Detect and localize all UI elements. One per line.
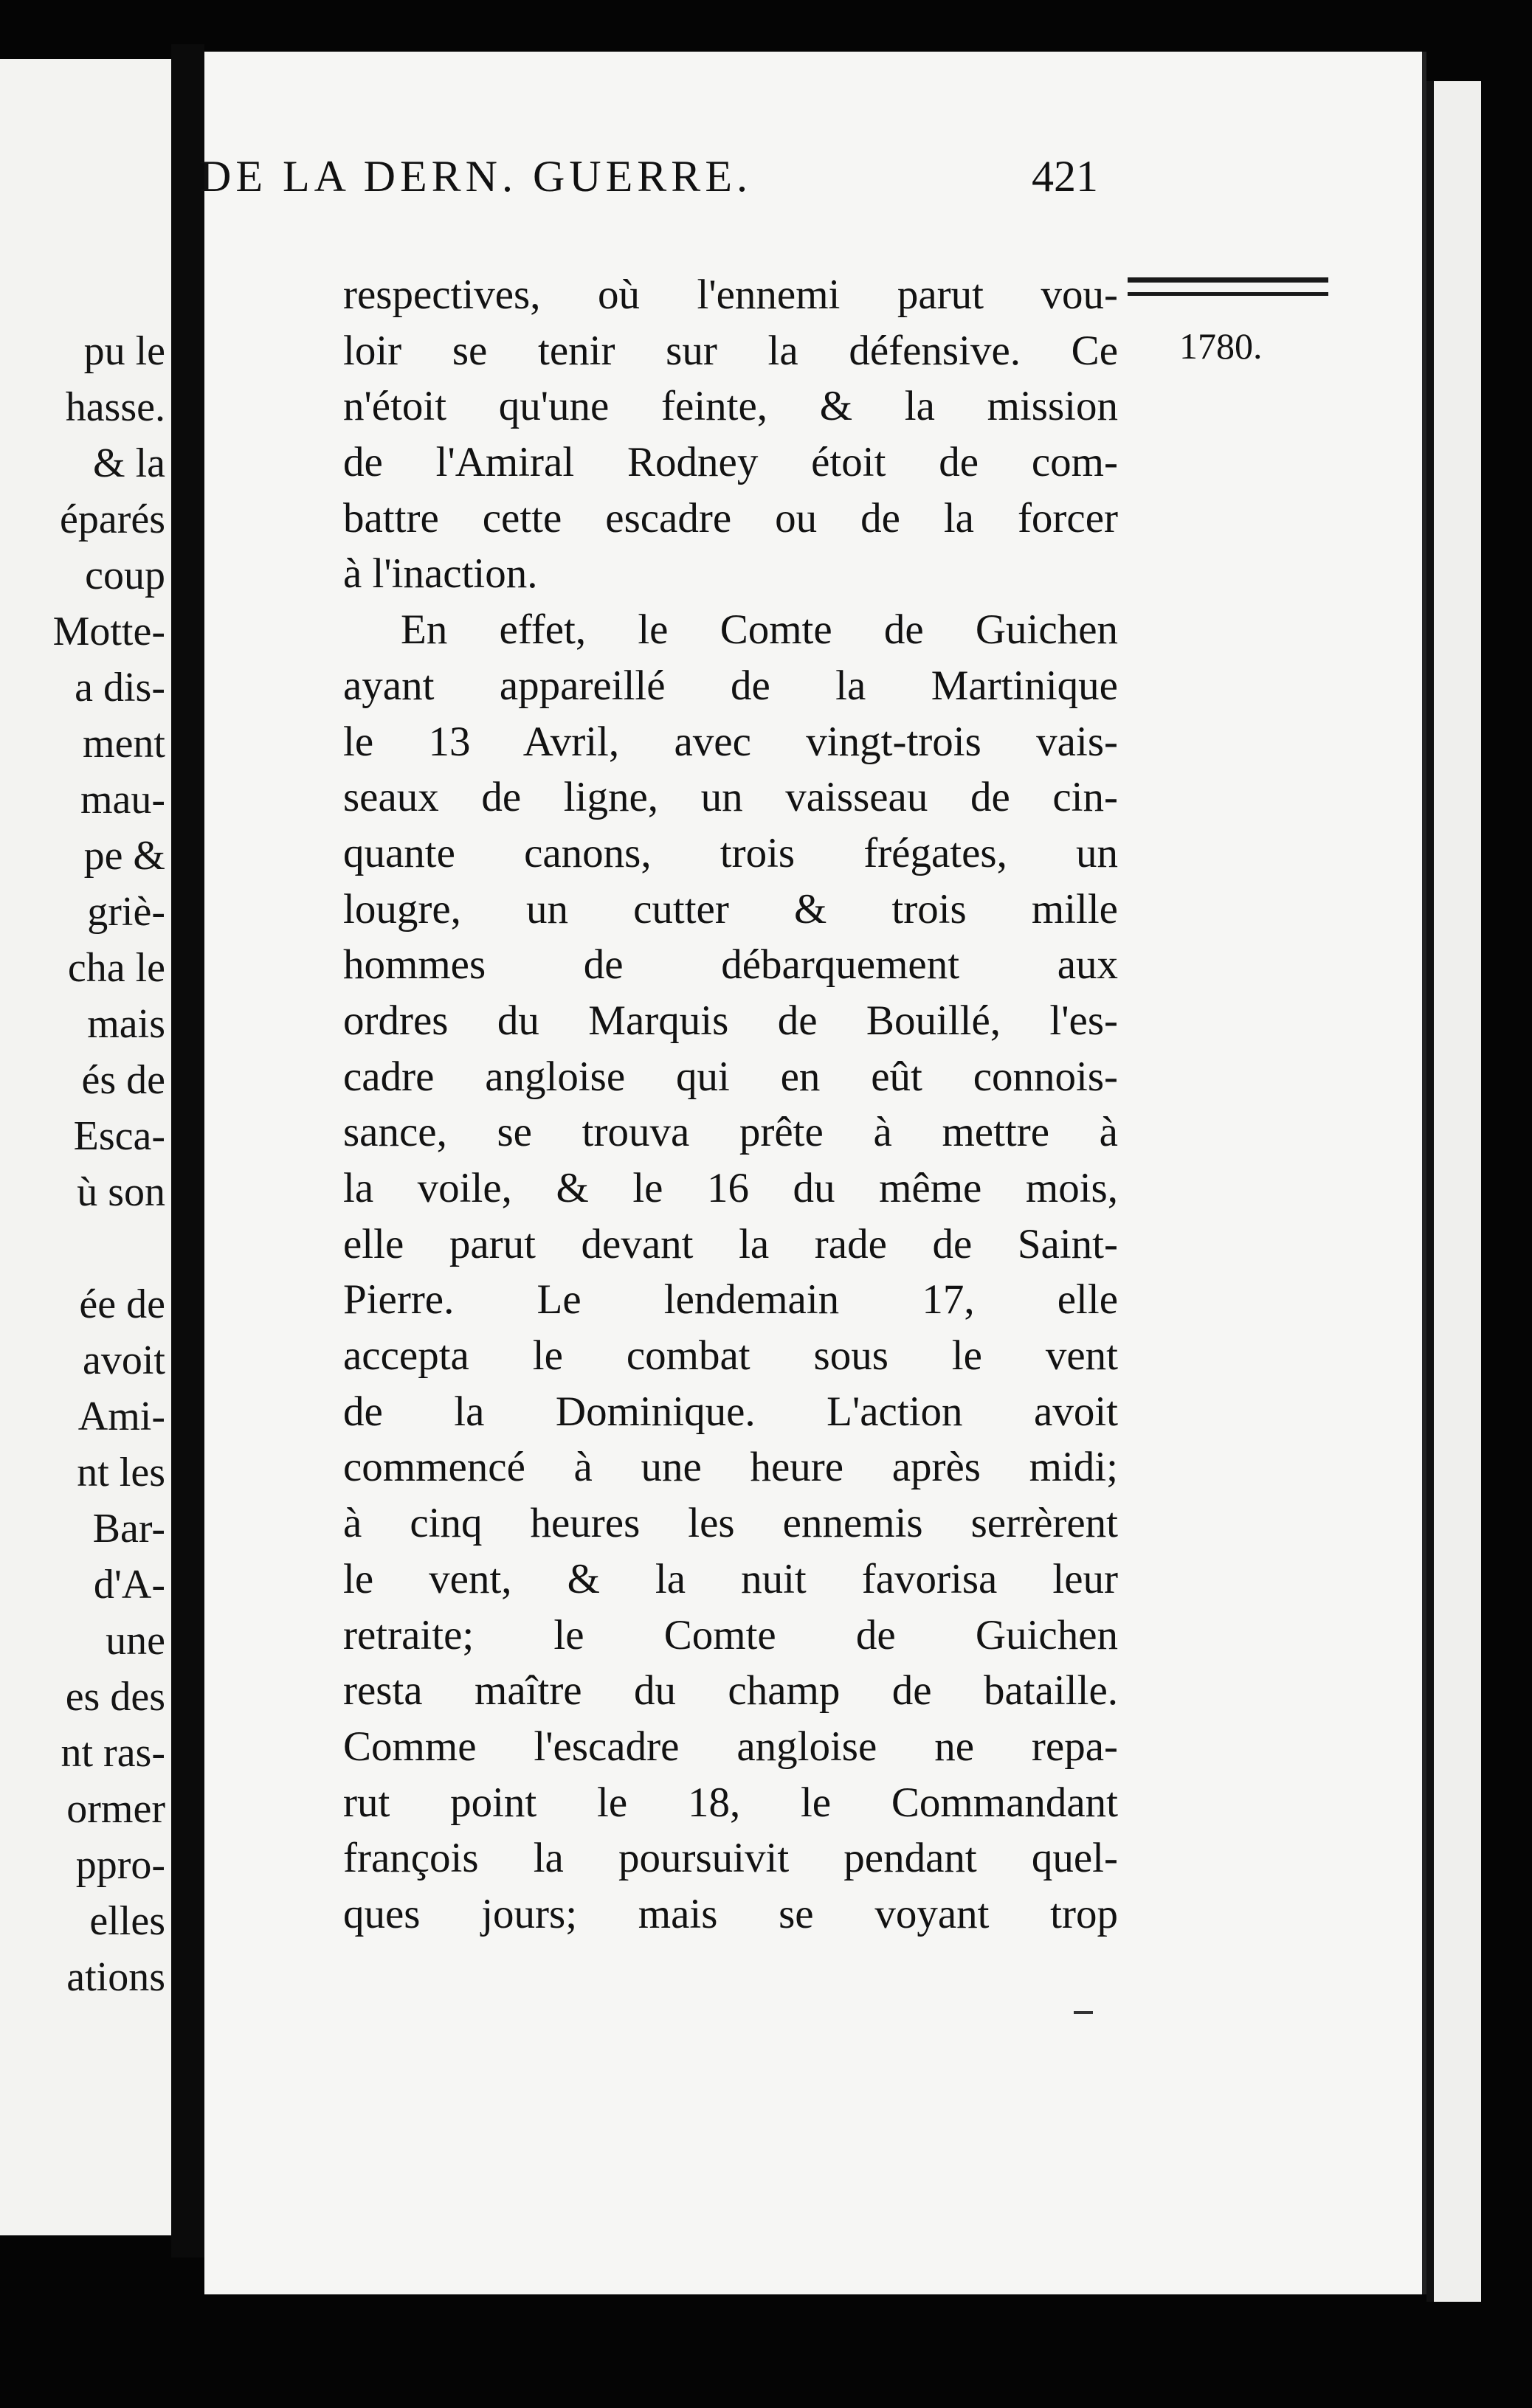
left-page-line: ée de xyxy=(79,1281,165,1327)
text-line: quante canons, trois frégates, un xyxy=(343,829,1118,876)
margin-rule xyxy=(1128,277,1328,283)
text-line: retraite; le Comte de Guichen xyxy=(343,1611,1118,1658)
text-line: le 13 Avril, avec vingt-trois vais- xyxy=(343,718,1118,765)
left-page-line: mau- xyxy=(80,777,165,823)
margin-rule xyxy=(1128,292,1328,296)
left-page-line: Esca- xyxy=(73,1113,165,1159)
left-page-line: coup xyxy=(85,553,165,598)
text-line: n'étoit qu'une feinte, & la mission xyxy=(343,383,1118,430)
text-line: rut point le 18, le Commandant xyxy=(343,1779,1118,1826)
left-page-line: une xyxy=(106,1618,165,1664)
text-line: ayant appareillé de la Martinique xyxy=(343,662,1118,709)
left-page-line: es des xyxy=(65,1674,165,1720)
left-page-line: ù son xyxy=(77,1169,165,1215)
body-text xyxy=(343,267,1118,1942)
left-page-line: cha le xyxy=(67,945,165,991)
text-line: à l'inaction. xyxy=(343,550,538,598)
left-page-line: avoit xyxy=(83,1338,165,1383)
text-line: à cinq heures les ennemis serrèrent xyxy=(343,1500,1118,1547)
text-line: respectives, où l'ennemi parut vou- xyxy=(343,271,1118,318)
text-line: le vent, & la nuit favorisa leur xyxy=(343,1555,1118,1602)
left-page-line: ormer xyxy=(66,1786,165,1832)
print-mark xyxy=(1074,2011,1093,2014)
text-line: loir se tenir sur la défensive. Ce xyxy=(343,327,1118,374)
text-line: sance, se trouva prête à mettre à xyxy=(343,1109,1118,1156)
text-line: cadre angloise qui en eût connois- xyxy=(343,1053,1118,1100)
left-page-line: pe & xyxy=(83,833,165,879)
left-page-line: Motte- xyxy=(52,609,165,654)
text-line: ques jours; mais se voyant trop xyxy=(343,1890,1118,1937)
text-line: elle parut devant la rade de Saint- xyxy=(343,1220,1118,1267)
text-line: commencé à une heure après midi; xyxy=(343,1444,1118,1491)
page-edge xyxy=(1426,81,1481,2302)
text-line: hommes de débarquement aux xyxy=(343,941,1118,989)
left-page-line: ment xyxy=(83,721,165,767)
text-line: seaux de ligne, un vaisseau de cin- xyxy=(343,774,1118,821)
left-page-line: mais xyxy=(87,1001,165,1047)
left-page-line: hasse. xyxy=(65,384,165,430)
left-page-line: ppro- xyxy=(75,1842,165,1888)
left-page-line: pu le xyxy=(83,328,165,374)
text-line: accepta le combat sous le vent xyxy=(343,1332,1118,1380)
text-line: ordres du Marquis de Bouillé, l'es- xyxy=(343,997,1118,1044)
text-line: Comme l'escadre angloise ne repa- xyxy=(343,1723,1118,1770)
left-page-line: nt les xyxy=(77,1450,165,1495)
left-page-line: & la xyxy=(93,440,165,486)
margin-year: 1780. xyxy=(1179,325,1263,367)
left-page-line: griè- xyxy=(87,889,165,935)
left-page-line: éparés xyxy=(59,497,165,542)
left-page-line: és de xyxy=(81,1057,165,1103)
left-page-line: Bar- xyxy=(92,1506,165,1551)
text-line: En effet, le Comte de Guichen xyxy=(401,606,1118,654)
text-line: resta maître du champ de bataille. xyxy=(343,1667,1118,1715)
left-page-line: Ami- xyxy=(77,1394,165,1439)
book-gutter xyxy=(171,44,204,2258)
running-head: DE LA DERN. GUERRE. xyxy=(199,152,752,201)
left-page-line: a dis- xyxy=(75,665,165,710)
left-page-line: elles xyxy=(89,1898,165,1944)
page-number: 421 xyxy=(1032,152,1098,201)
left-page-line: d'A- xyxy=(93,1562,165,1608)
text-line: françois la poursuivit pendant quel- xyxy=(343,1835,1118,1882)
text-line: la voile, & le 16 du même mois, xyxy=(343,1165,1118,1211)
text-line: lougre, un cutter & trois mille xyxy=(343,885,1118,933)
left-page-line: nt ras- xyxy=(61,1730,165,1776)
text-line: Pierre. Le lendemain 17, elle xyxy=(343,1276,1118,1324)
text-line: de l'Amiral Rodney étoit de com- xyxy=(343,439,1118,486)
text-line: de la Dominique. L'action avoit xyxy=(343,1388,1118,1435)
left-page xyxy=(0,59,173,2235)
left-page-line: ations xyxy=(66,1954,165,2000)
text-line: battre cette escadre ou de la forcer xyxy=(343,494,1118,542)
